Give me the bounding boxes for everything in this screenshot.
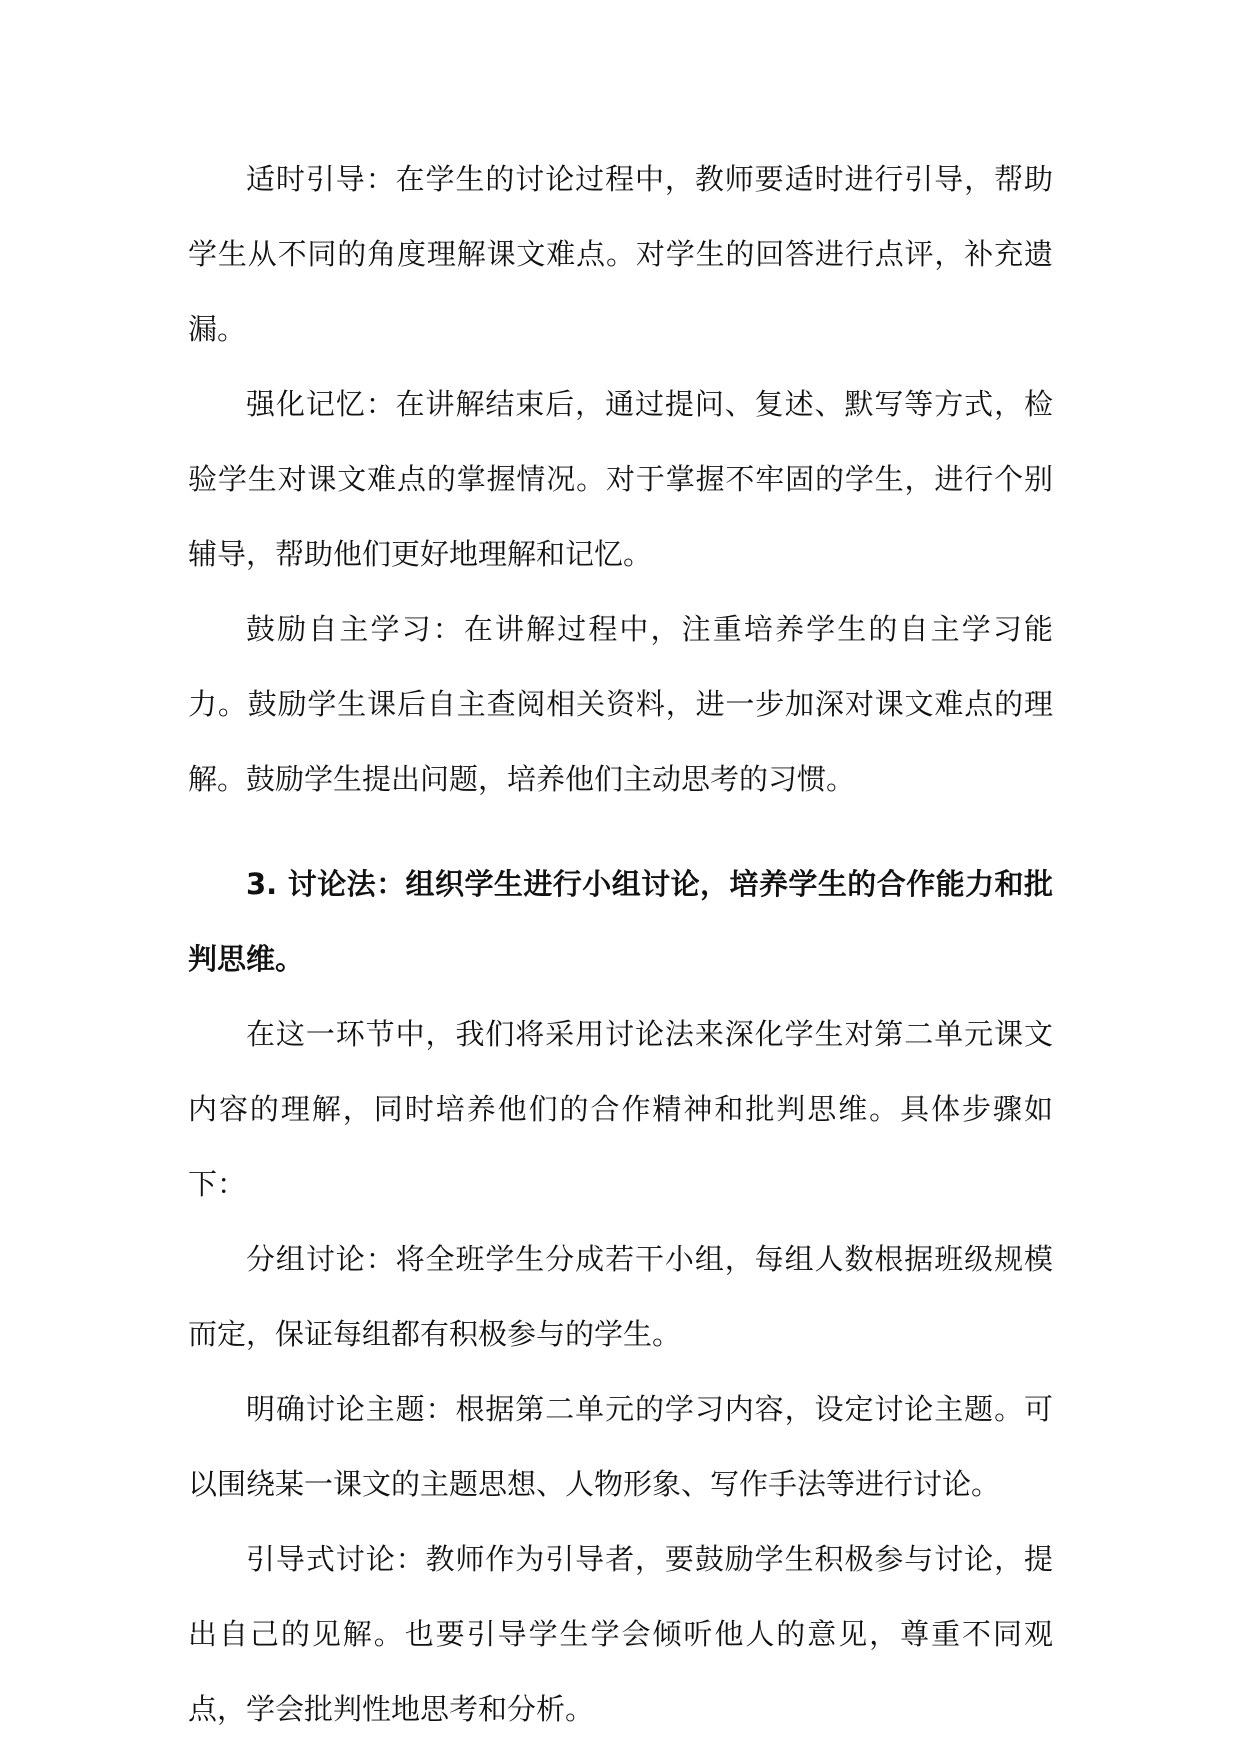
paragraph-timely-guidance: 适时引导：在学生的讨论过程中，教师要适时进行引导，帮助学生从不同的角度理解课文难点。对学生的回答进行点评，补充遗漏。 — [188, 162, 1053, 346]
paragraph-group-discussion: 分组讨论：将全班学生分成若干小组，每组人数根据班级规模而定，保证每组都有积极参与的学生。 — [188, 1242, 1053, 1351]
paragraph-encourage-self-study: 鼓励自主学习：在讲解过程中，注重培养学生的自主学习能力。鼓励学生课后自主查阅相关资料，进一步加深对课文难点的理解。鼓励学生提出问题，培养他们主动思考的习惯。 — [188, 612, 1053, 796]
paragraph-guided-discussion: 引导式讨论：教师作为引导者，要鼓励学生积极参与讨论，提出自己的见解。也要引导学生学会倾听他人的意见，尊重不同观点，学会批判性地思考和分析。 — [188, 1542, 1053, 1726]
document-body — [188, 142, 1053, 1747]
section-heading-discussion-method: 3. 讨论法：组织学生进行小组讨论，培养学生的合作能力和批判思维。 — [188, 867, 1053, 976]
paragraph-define-topic: 明确讨论主题：根据第二单元的学习内容，设定讨论主题。可以围绕某一课文的主题思想、人物形象、写作手法等进行讨论。 — [188, 1392, 1053, 1501]
paragraph-strengthen-memory: 强化记忆：在讲解结束后，通过提问、复述、默写等方式，检验学生对课文难点的掌握情况。对于掌握不牢固的学生，进行个别辅导，帮助他们更好地理解和记忆。 — [188, 387, 1053, 571]
paragraph-discussion-intro: 在这一环节中，我们将采用讨论法来深化学生对第二单元课文内容的理解，同时培养他们的合作精神和批判思维。具体步骤如下： — [188, 1017, 1053, 1201]
